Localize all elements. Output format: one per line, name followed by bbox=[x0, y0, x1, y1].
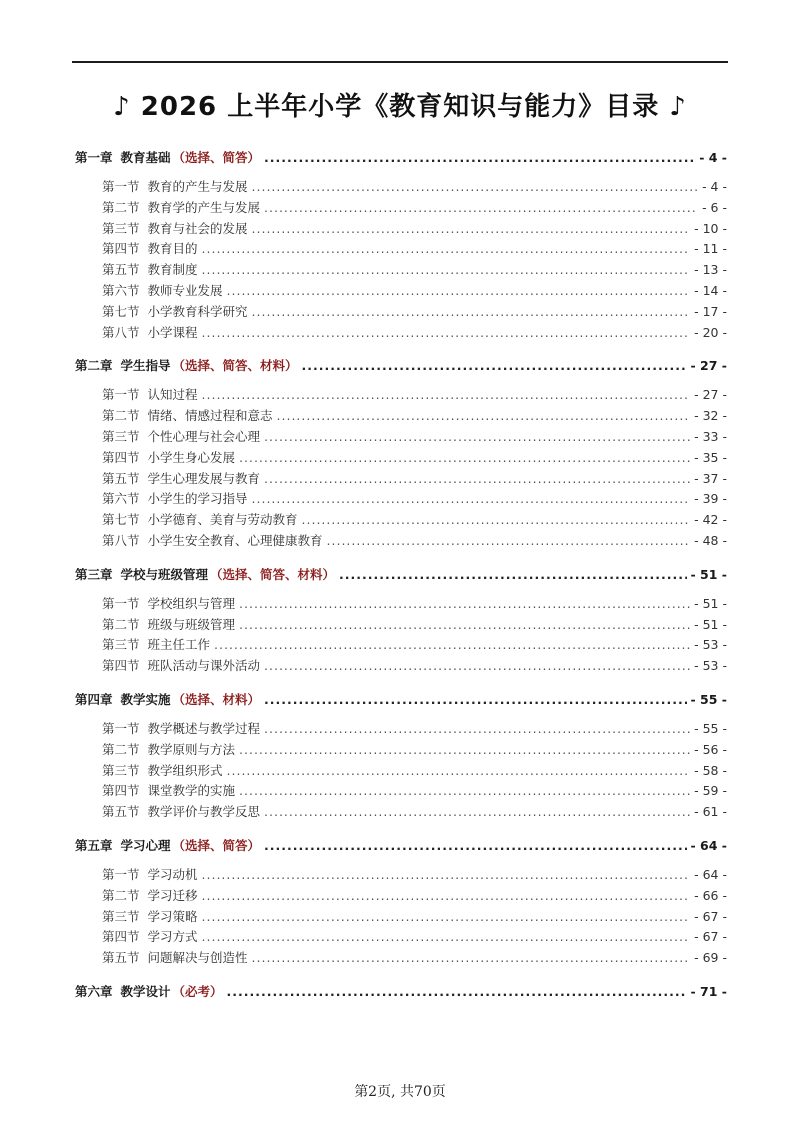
dot-leader bbox=[202, 387, 691, 402]
section-number: 第三节 bbox=[102, 762, 140, 778]
section-page-number: - 6 - bbox=[702, 199, 727, 215]
chapter-page-number: - 64 - bbox=[690, 837, 727, 853]
dot-leader bbox=[327, 533, 691, 548]
section-title: 学习策略 bbox=[147, 908, 198, 924]
section-number: 第一节 bbox=[102, 179, 140, 194]
toc-section-entry[interactable] bbox=[102, 886, 727, 907]
toc-section-entry[interactable] bbox=[102, 427, 727, 448]
toc-section-entry[interactable] bbox=[102, 927, 727, 948]
section-page-number: - 4 - bbox=[702, 179, 727, 194]
dot-leader bbox=[264, 658, 690, 673]
toc-section-entry[interactable] bbox=[102, 761, 727, 782]
section-title: 小学德育、美育与劳动教育 bbox=[147, 512, 298, 528]
section-title: 教育学的产生与发展 bbox=[147, 199, 261, 215]
chapter-title: 学校与班级管理 bbox=[120, 566, 209, 582]
section-number: 第二节 bbox=[102, 887, 140, 903]
dot-leader bbox=[239, 450, 690, 465]
section-page-number: - 10 - bbox=[694, 220, 727, 236]
section-number: 第三节 bbox=[102, 908, 140, 924]
dot-leader bbox=[264, 471, 690, 486]
section-number: 第四节 bbox=[102, 658, 140, 674]
section-title: 认知过程 bbox=[147, 387, 198, 403]
dot-leader bbox=[264, 429, 690, 444]
dot-leader bbox=[264, 721, 690, 736]
section-title: 教学评价与教学反思 bbox=[147, 804, 261, 820]
chapter-number: 第三章 bbox=[75, 566, 113, 582]
toc-section-entry[interactable] bbox=[102, 531, 727, 552]
section-page-number: - 59 - bbox=[694, 783, 727, 799]
section-page-number: - 13 - bbox=[694, 262, 727, 278]
toc-section-entry[interactable] bbox=[102, 865, 727, 886]
section-page-number: - 11 - bbox=[694, 241, 727, 257]
toc-section-entry[interactable] bbox=[102, 385, 727, 406]
toc-chapter-entry[interactable] bbox=[75, 565, 727, 586]
section-number: 第一节 bbox=[102, 866, 140, 882]
dot-leader bbox=[227, 763, 691, 778]
section-number: 第二节 bbox=[102, 199, 140, 215]
section-number: 第一节 bbox=[102, 387, 140, 403]
chapter-title: 学生指导 bbox=[120, 358, 171, 374]
section-number: 第二节 bbox=[102, 616, 140, 632]
toc-section-entry[interactable] bbox=[102, 656, 727, 677]
section-title: 小学课程 bbox=[147, 324, 198, 340]
section-page-number: - 53 - bbox=[694, 658, 727, 674]
toc-section-entry[interactable] bbox=[102, 635, 727, 656]
section-page-number: - 53 - bbox=[694, 637, 727, 653]
toc-chapter-entry[interactable] bbox=[75, 148, 727, 169]
chapter-title: 学习心理 bbox=[120, 837, 171, 853]
section-number: 第四节 bbox=[102, 241, 140, 257]
dot-leader bbox=[302, 512, 691, 527]
dot-leader bbox=[339, 567, 686, 582]
chapter-number: 第二章 bbox=[75, 358, 113, 374]
dot-leader bbox=[239, 596, 690, 611]
section-number: 第七节 bbox=[102, 512, 140, 528]
chapter-number: 第六章 bbox=[75, 983, 113, 999]
section-number: 第五节 bbox=[102, 470, 140, 486]
section-number: 第四节 bbox=[102, 783, 140, 799]
toc-section-entry[interactable] bbox=[102, 239, 727, 260]
dot-leader bbox=[264, 200, 698, 215]
chapter-question-types: （选择、简答、材料） bbox=[172, 358, 298, 374]
dot-leader bbox=[202, 325, 691, 340]
dot-leader bbox=[252, 950, 691, 965]
page-footer: 第2页, 共70页 bbox=[354, 1084, 446, 1100]
dot-leader bbox=[252, 491, 691, 506]
chapter-title: 教学设计 bbox=[120, 983, 171, 999]
section-title: 学生心理发展与教育 bbox=[147, 470, 261, 486]
section-list bbox=[75, 865, 727, 969]
section-page-number: - 17 - bbox=[694, 303, 727, 319]
dot-leader bbox=[202, 929, 691, 944]
section-title: 班级与班级管理 bbox=[147, 616, 236, 632]
dot-leader bbox=[239, 742, 690, 757]
section-title: 教学原则与方法 bbox=[147, 741, 236, 757]
section-number: 第一节 bbox=[102, 720, 140, 736]
dot-leader bbox=[239, 783, 690, 798]
chapter-number: 第一章 bbox=[75, 150, 113, 165]
section-number: 第八节 bbox=[102, 532, 140, 548]
dot-leader bbox=[239, 617, 690, 632]
section-title: 班队活动与课外活动 bbox=[147, 658, 261, 674]
dot-leader bbox=[202, 909, 691, 924]
toc-chapter-entry[interactable] bbox=[75, 836, 727, 857]
dot-leader bbox=[202, 867, 691, 882]
toc-section-entry[interactable] bbox=[102, 198, 727, 219]
toc-section-entry[interactable] bbox=[102, 740, 727, 761]
section-title: 学校组织与管理 bbox=[147, 595, 236, 611]
section-list bbox=[75, 385, 727, 551]
section-number: 第五节 bbox=[102, 950, 140, 966]
section-list bbox=[75, 177, 727, 343]
toc-section-entry[interactable] bbox=[102, 594, 727, 615]
section-number: 第二节 bbox=[102, 741, 140, 757]
top-divider bbox=[72, 61, 728, 63]
section-title: 班主任工作 bbox=[147, 637, 211, 653]
dot-leader bbox=[227, 283, 691, 298]
section-title: 学习方式 bbox=[147, 929, 198, 945]
section-page-number: - 67 - bbox=[694, 908, 727, 924]
section-page-number: - 58 - bbox=[694, 762, 727, 778]
section-page-number: - 69 - bbox=[694, 950, 727, 966]
section-number: 第七节 bbox=[102, 303, 140, 319]
section-number: 第六节 bbox=[102, 282, 140, 298]
toc-section-entry[interactable] bbox=[102, 615, 727, 636]
section-title: 情绪、情感过程和意志 bbox=[147, 408, 273, 424]
dot-leader bbox=[252, 304, 691, 319]
section-page-number: - 35 - bbox=[694, 449, 727, 465]
chapter-page-number: - 27 - bbox=[690, 358, 727, 374]
section-page-number: - 55 - bbox=[694, 720, 727, 736]
toc-chapter-entry[interactable] bbox=[75, 982, 727, 1003]
section-page-number: - 66 - bbox=[694, 887, 727, 903]
section-title: 小学生的学习指导 bbox=[147, 491, 248, 507]
section-number: 第四节 bbox=[102, 449, 140, 465]
section-title: 教学概述与教学过程 bbox=[147, 720, 261, 736]
section-page-number: - 27 - bbox=[694, 387, 727, 403]
section-title: 课堂教学的实施 bbox=[147, 783, 236, 799]
dot-leader bbox=[264, 150, 695, 165]
section-number: 第二节 bbox=[102, 408, 140, 424]
chapter-question-types: （选择、简答、材料） bbox=[210, 566, 336, 582]
dot-leader bbox=[214, 637, 690, 652]
section-page-number: - 32 - bbox=[694, 408, 727, 424]
section-title: 小学生身心发展 bbox=[147, 449, 236, 465]
toc-section-entry[interactable] bbox=[102, 219, 727, 240]
toc-section-entry[interactable] bbox=[102, 323, 727, 344]
section-title: 教育目的 bbox=[147, 241, 198, 257]
toc-section-entry[interactable] bbox=[102, 469, 727, 490]
dot-leader bbox=[202, 241, 691, 256]
chapter-number: 第四章 bbox=[75, 691, 113, 707]
toc-section-entry[interactable] bbox=[102, 781, 727, 802]
section-number: 第六节 bbox=[102, 491, 140, 507]
toc-section-entry[interactable] bbox=[102, 802, 727, 823]
toc-section-entry[interactable] bbox=[102, 406, 727, 427]
dot-leader bbox=[202, 262, 691, 277]
dot-leader bbox=[202, 888, 691, 903]
section-number: 第五节 bbox=[102, 804, 140, 820]
section-title: 小学生安全教育、心理健康教育 bbox=[147, 532, 323, 548]
section-number: 第三节 bbox=[102, 637, 140, 653]
section-number: 第四节 bbox=[102, 929, 140, 945]
toc-chapter-entry[interactable] bbox=[75, 356, 727, 377]
section-page-number: - 48 - bbox=[694, 532, 727, 548]
dot-leader bbox=[277, 408, 691, 423]
section-list bbox=[75, 719, 727, 823]
toc-section-entry[interactable] bbox=[102, 719, 727, 740]
chapter-page-number: - 55 - bbox=[690, 691, 727, 707]
section-page-number: - 51 - bbox=[694, 595, 727, 611]
chapter-question-types: （选择、简答） bbox=[172, 837, 261, 853]
chapter-title: 教育基础 bbox=[120, 150, 171, 165]
section-number: 第八节 bbox=[102, 324, 140, 340]
section-number: 第五节 bbox=[102, 262, 140, 278]
section-title: 小学教育科学研究 bbox=[147, 303, 248, 319]
chapter-page-number: - 51 - bbox=[690, 566, 727, 582]
toc-section-entry[interactable] bbox=[102, 177, 727, 198]
dot-leader bbox=[252, 221, 691, 236]
section-title: 教学组织形式 bbox=[147, 762, 223, 778]
toc-section-entry[interactable] bbox=[102, 260, 727, 281]
dot-leader bbox=[264, 804, 690, 819]
section-page-number: - 56 - bbox=[694, 741, 727, 757]
toc-section-entry[interactable] bbox=[102, 302, 727, 323]
section-title: 教育制度 bbox=[147, 262, 198, 278]
section-title: 问题解决与创造性 bbox=[147, 950, 248, 966]
toc-section-entry[interactable] bbox=[102, 281, 727, 302]
section-title: 教育与社会的发展 bbox=[147, 220, 248, 236]
section-number: 第一节 bbox=[102, 595, 140, 611]
section-number: 第三节 bbox=[102, 428, 140, 444]
toc-section-entry[interactable] bbox=[102, 489, 727, 510]
chapter-question-types: （选择、材料） bbox=[172, 691, 261, 707]
dot-leader bbox=[264, 692, 686, 707]
section-page-number: - 51 - bbox=[694, 616, 727, 632]
chapter-page-number: - 4 - bbox=[699, 150, 727, 165]
table-of-contents bbox=[75, 148, 727, 1003]
chapter-title: 教学实施 bbox=[120, 691, 171, 707]
toc-section-entry[interactable] bbox=[102, 948, 727, 969]
dot-leader bbox=[227, 984, 687, 999]
toc-section-entry[interactable] bbox=[102, 448, 727, 469]
page-title: ♪ 2026 上半年小学《教育知识与能力》目录 ♪ bbox=[113, 92, 687, 122]
section-page-number: - 64 - bbox=[694, 866, 727, 882]
toc-chapter-entry[interactable] bbox=[75, 690, 727, 711]
toc-section-entry[interactable] bbox=[102, 510, 727, 531]
section-title: 学习迁移 bbox=[147, 887, 198, 903]
toc-section-entry[interactable] bbox=[102, 907, 727, 928]
section-page-number: - 39 - bbox=[694, 491, 727, 507]
chapter-page-number: - 71 - bbox=[690, 983, 727, 999]
section-title: 教师专业发展 bbox=[147, 282, 223, 298]
section-page-number: - 33 - bbox=[694, 428, 727, 444]
section-list bbox=[75, 594, 727, 677]
section-number: 第三节 bbox=[102, 220, 140, 236]
section-page-number: - 61 - bbox=[694, 804, 727, 820]
chapter-number: 第五章 bbox=[75, 837, 113, 853]
section-title: 个性心理与社会心理 bbox=[147, 428, 261, 444]
dot-leader bbox=[302, 358, 687, 373]
dot-leader bbox=[264, 838, 686, 853]
section-title: 学习动机 bbox=[147, 866, 198, 882]
section-page-number: - 14 - bbox=[694, 282, 727, 298]
section-page-number: - 20 - bbox=[694, 324, 727, 340]
dot-leader bbox=[252, 179, 699, 194]
section-page-number: - 67 - bbox=[694, 929, 727, 945]
chapter-question-types: （选择、简答） bbox=[172, 150, 261, 165]
section-page-number: - 42 - bbox=[694, 512, 727, 528]
section-page-number: - 37 - bbox=[694, 470, 727, 486]
chapter-question-types: （必考） bbox=[172, 983, 223, 999]
section-title: 教育的产生与发展 bbox=[147, 179, 248, 194]
